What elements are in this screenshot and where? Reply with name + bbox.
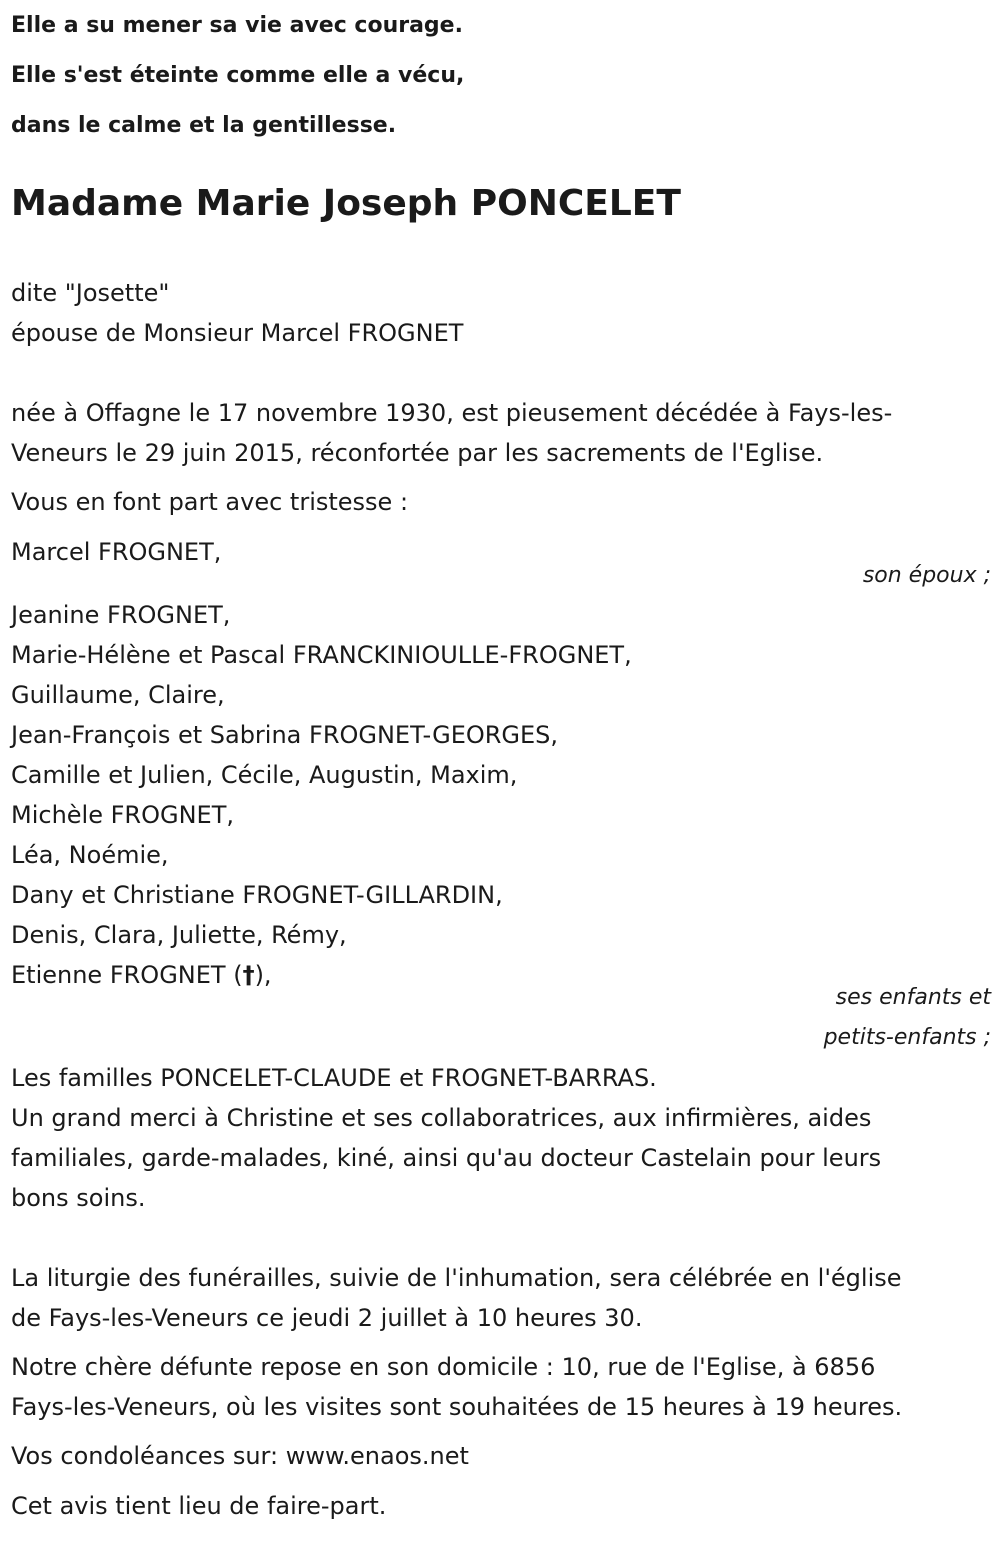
funeral-line-2: de Fays-les-Veneurs ce jeudi 2 juillet à 10 heures 30. <box>11 1304 643 1332</box>
closing-line: Cet avis tient lieu de faire-part. <box>11 1492 387 1520</box>
family-member-line: Denis, Clara, Juliette, Rémy, <box>11 921 347 949</box>
thanks-line-3: bons soins. <box>11 1184 146 1212</box>
children-role-line-1: ses enfants et <box>835 985 991 1010</box>
nickname-line: dite "Josette" <box>11 279 170 307</box>
children-role-line-2: petits-enfants ; <box>823 1025 991 1050</box>
husband-name: Marcel FROGNET, <box>11 538 222 566</box>
cross-icon: † <box>242 961 255 989</box>
family-member-line: Michèle FROGNET, <box>11 801 234 829</box>
family-member-deceased-line <box>11 955 272 995</box>
thanks-line-2: familiales, garde-malades, kiné, ainsi qu'au docteur Castelain pour leurs <box>11 1144 882 1172</box>
announcement-line: Vous en font part avec tristesse : <box>11 488 409 516</box>
quote-line-3: dans le calme et la gentillesse. <box>11 113 397 138</box>
spouse-line: épouse de Monsieur Marcel FROGNET <box>11 319 464 347</box>
deceased-son-suffix: ), <box>254 961 272 989</box>
husband-role: son époux ; <box>862 563 991 588</box>
rest-line-2: Fays-les-Veneurs, où les visites sont souhaitées de 15 heures à 19 heures. <box>11 1393 903 1421</box>
quote-line-2: Elle s'est éteinte comme elle a vécu, <box>11 63 465 88</box>
family-member-line: Jeanine FROGNET, <box>11 601 231 629</box>
birth-death-line-2: Veneurs le 29 juin 2015, réconfortée par les sacrements de l'Eglise. <box>11 439 824 467</box>
deceased-name-title: Madame Marie Joseph PONCELET <box>11 183 681 224</box>
family-member-line: Marie-Hélène et Pascal FRANCKINIOULLE-FROGNET, <box>11 641 632 669</box>
condolences-line: Vos condoléances sur: www.enaos.net <box>11 1442 469 1470</box>
family-member-line: Léa, Noémie, <box>11 841 169 869</box>
deceased-son-name: Etienne FROGNET ( <box>11 961 243 989</box>
families-line: Les familles PONCELET-CLAUDE et FROGNET-BARRAS. <box>11 1064 657 1092</box>
family-member-line: Jean-François et Sabrina FROGNET-GEORGES, <box>11 721 559 749</box>
birth-death-line-1: née à Offagne le 17 novembre 1930, est pieusement décédée à Fays-les- <box>11 399 893 427</box>
family-member-line: Guillaume, Claire, <box>11 681 225 709</box>
family-member-line: Dany et Christiane FROGNET-GILLARDIN, <box>11 881 503 909</box>
rest-line-1: Notre chère défunte repose en son domicile : 10, rue de l'Eglise, à 6856 <box>11 1353 876 1381</box>
family-member-line: Camille et Julien, Cécile, Augustin, Maxim, <box>11 761 518 789</box>
quote-line-1: Elle a su mener sa vie avec courage. <box>11 13 463 38</box>
thanks-line-1: Un grand merci à Christine et ses collaboratrices, aux infirmières, aides <box>11 1104 872 1132</box>
funeral-line-1: La liturgie des funérailles, suivie de l'inhumation, sera célébrée en l'église <box>11 1264 902 1292</box>
